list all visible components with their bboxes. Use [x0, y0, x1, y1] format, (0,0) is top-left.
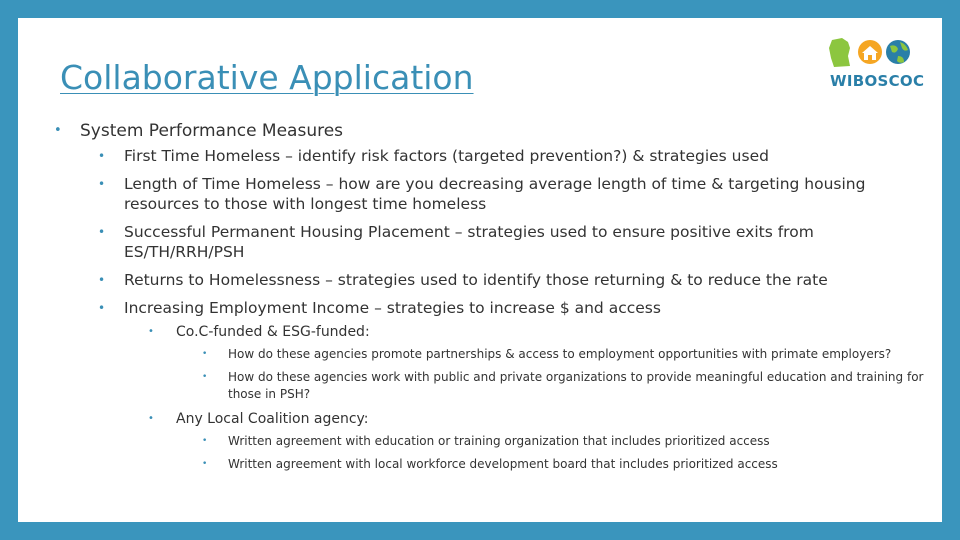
- measure-item: [98, 270, 924, 290]
- bullet-marker: •: [202, 459, 208, 469]
- bullet-marker: •: [148, 413, 154, 424]
- bullet-heading: System Performance Measures: [80, 121, 344, 141]
- employment-sub-list: [124, 322, 924, 473]
- sub-item-text: How do these agencies work with public and private organizations to provide meaningful education and training for those in PSH?: [228, 370, 924, 401]
- bullet-marker: •: [98, 177, 106, 191]
- logo-icons: [826, 36, 922, 72]
- bullet-marker: •: [98, 149, 106, 163]
- measure-item: [98, 222, 924, 262]
- bullet-marker: •: [98, 225, 106, 239]
- sub-group-items: [176, 433, 924, 473]
- measure-text: First Time Homeless – identify risk factors (targeted prevention?) & strategies used: [124, 147, 769, 165]
- sub-group-label: Co.C-funded & ESG-funded:: [176, 324, 370, 340]
- sub-item-text: How do these agencies promote partnerships & access to employment opportunities with primate employers?: [228, 347, 892, 361]
- sub-item: [202, 433, 924, 450]
- measure-text: Increasing Employment Income – strategies to increase $ and access: [124, 299, 661, 317]
- sub-group: [148, 322, 924, 403]
- sub-item: [202, 456, 924, 473]
- bullet-marker: •: [98, 273, 106, 287]
- bullet-marker: •: [54, 123, 62, 138]
- slide: [18, 18, 942, 522]
- sub-item: [202, 346, 924, 363]
- sub-group-items: [176, 346, 924, 403]
- measure-text: Successful Permanent Housing Placement – strategies used to ensure positive exits from ES/TH/RRH/PSH: [124, 223, 814, 261]
- bullet-marker: •: [98, 301, 106, 315]
- bullet-marker: •: [202, 372, 208, 382]
- wiboscoc-logo: [826, 36, 925, 96]
- measure-item: [98, 146, 924, 166]
- measures-list: [80, 146, 924, 473]
- sub-item-text: Written agreement with education or training organization that includes prioritized access: [228, 434, 770, 448]
- bullet-marker: •: [148, 326, 154, 337]
- wisconsin-state-icon: [829, 38, 850, 67]
- measure-text: Length of Time Homeless – how are you decreasing average length of time & targeting housing resources to those with longest time homeless: [124, 175, 866, 213]
- sub-item-text: Written agreement with local workforce development board that includes prioritized access: [228, 457, 778, 471]
- slide-content: [54, 120, 924, 481]
- slide-title: Collaborative Application: [60, 58, 474, 97]
- measure-item: [98, 298, 924, 473]
- logo-text: WIBOSCOC: [830, 72, 925, 90]
- sub-group-label: Any Local Coalition agency:: [176, 411, 369, 427]
- sub-item: [202, 369, 924, 403]
- measure-item: [98, 174, 924, 214]
- bullet-marker: •: [202, 349, 208, 359]
- bullet-system-performance: [54, 120, 924, 473]
- measure-text: Returns to Homelessness – strategies used to identify those returning & to reduce the rate: [124, 271, 828, 289]
- sub-group: [148, 409, 924, 473]
- bullet-marker: •: [202, 436, 208, 446]
